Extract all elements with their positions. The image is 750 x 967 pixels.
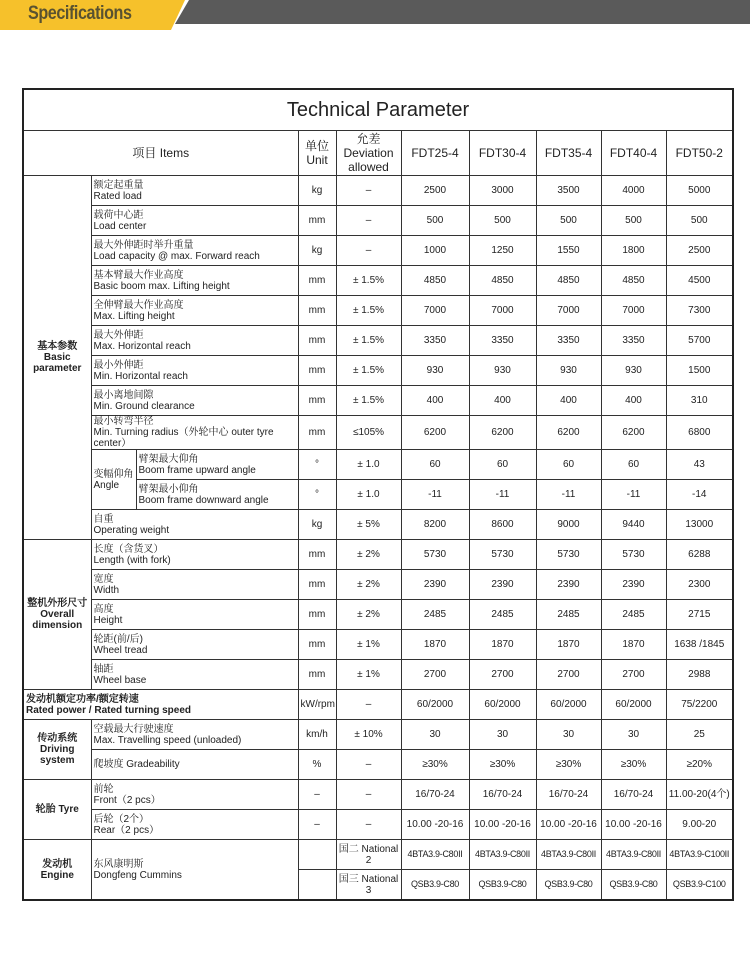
- unit-cn: 单位: [304, 139, 329, 153]
- item-label: [91, 296, 298, 326]
- table-row: [23, 780, 733, 810]
- value-cell: 6200: [401, 416, 469, 450]
- label-cn: 宽度: [93, 573, 114, 585]
- value-cell: -14: [666, 480, 733, 510]
- item-label: [91, 840, 298, 901]
- deviation-cell: ± 1.0: [336, 480, 401, 510]
- value-cell: QSB3.9-C100: [666, 870, 733, 901]
- value-cell: 500: [401, 206, 469, 236]
- value-cell: 5730: [469, 540, 536, 570]
- table-row: [23, 810, 733, 840]
- value-cell: 2700: [601, 660, 666, 690]
- deviation-cell: ± 1.0: [336, 450, 401, 480]
- section-banner: [0, 0, 750, 30]
- value-cell: 3350: [536, 326, 601, 356]
- label-en: Dongfeng Cummins: [93, 869, 182, 881]
- value-cell: 2485: [469, 600, 536, 630]
- value-cell: -11: [469, 480, 536, 510]
- label-cn: 传动系统: [37, 733, 78, 744]
- label-en: Max. Travelling speed (unloaded): [93, 734, 242, 746]
- value-cell: 1800: [601, 236, 666, 266]
- label-cn: 最小转弯半径: [93, 416, 154, 427]
- item-label: [91, 780, 298, 810]
- value-cell: 3500: [536, 176, 601, 206]
- item-label: [91, 720, 298, 750]
- value-cell: 30: [401, 720, 469, 750]
- value-cell: -11: [601, 480, 666, 510]
- value-cell: ≥30%: [601, 750, 666, 780]
- unit-cell: –: [298, 780, 336, 810]
- deviation-cell: ± 10%: [336, 720, 401, 750]
- value-cell: 6200: [536, 416, 601, 450]
- label-cn: 空载最大行驶速度: [93, 723, 174, 735]
- value-cell: 2390: [469, 570, 536, 600]
- value-cell: 2485: [601, 600, 666, 630]
- value-cell: 8200: [401, 510, 469, 540]
- unit-cell: mm: [298, 630, 336, 660]
- value-cell: 2500: [401, 176, 469, 206]
- value-cell: 6800: [666, 416, 733, 450]
- label-en: Length (with fork): [93, 554, 171, 566]
- value-cell: 6200: [469, 416, 536, 450]
- value-cell: 13000: [666, 510, 733, 540]
- label-en: Operating weight: [93, 524, 170, 536]
- unit-cell: kg: [298, 236, 336, 266]
- deviation-cell: 国三 National 3: [336, 870, 401, 901]
- item-label: [91, 510, 298, 540]
- value-cell: 10.00 -20-16: [601, 810, 666, 840]
- value-cell: 5700: [666, 326, 733, 356]
- value-cell: 7000: [536, 296, 601, 326]
- value-cell: 930: [536, 356, 601, 386]
- value-cell: 25: [666, 720, 733, 750]
- label-cn: 东风康明斯: [93, 858, 144, 870]
- label-cn: 臂架最小仰角: [138, 483, 199, 495]
- label-cn: 最大外伸距时举升重量: [93, 239, 194, 251]
- group-label: [23, 176, 91, 540]
- table-row: [23, 750, 733, 780]
- banner-gray: [175, 0, 750, 24]
- value-cell: 4850: [401, 266, 469, 296]
- value-cell: 60/2000: [601, 690, 666, 720]
- value-cell: QSB3.9-C80: [401, 870, 469, 901]
- table-row: [23, 660, 733, 690]
- value-cell: 310: [666, 386, 733, 416]
- dev-cn: 允差: [356, 132, 381, 146]
- label-en: Gradeability: [126, 759, 180, 770]
- item-label: [91, 236, 298, 266]
- value-cell: 16/70-24: [401, 780, 469, 810]
- unit-cell: mm: [298, 600, 336, 630]
- value-cell: 2988: [666, 660, 733, 690]
- label-en: Load capacity @ max. Forward reach: [93, 250, 260, 262]
- deviation-cell: –: [336, 176, 401, 206]
- label-cn: 臂架最大仰角: [138, 453, 199, 465]
- label-en: Boom frame downward angle: [138, 494, 269, 506]
- label-cn: 最小外伸距: [93, 359, 144, 371]
- item-label: [91, 206, 298, 236]
- group-label: [23, 780, 91, 840]
- deviation-cell: ± 1%: [336, 660, 401, 690]
- value-cell: 500: [536, 206, 601, 236]
- unit-cell: –: [298, 810, 336, 840]
- label-cn: 载荷中心距: [93, 209, 144, 221]
- table-row: [23, 510, 733, 540]
- value-cell: 400: [401, 386, 469, 416]
- header-model: FDT30-4: [469, 131, 536, 176]
- table-title: Technical Parameter: [23, 89, 733, 131]
- value-cell: 1550: [536, 236, 601, 266]
- value-cell: 9000: [536, 510, 601, 540]
- item-label: [91, 356, 298, 386]
- value-cell: 10.00 -20-16: [469, 810, 536, 840]
- value-cell: 30: [536, 720, 601, 750]
- value-cell: ≥30%: [536, 750, 601, 780]
- table-row: [23, 450, 733, 480]
- value-cell: 7300: [666, 296, 733, 326]
- value-cell: 7000: [401, 296, 469, 326]
- section-title: Specifications: [28, 3, 132, 24]
- value-cell: 6288: [666, 540, 733, 570]
- unit-cell: %: [298, 750, 336, 780]
- item-label: [91, 540, 298, 570]
- deviation-cell: 国二 National 2: [336, 840, 401, 870]
- unit-cell: mm: [298, 296, 336, 326]
- deviation-cell: ± 1%: [336, 630, 401, 660]
- value-cell: 1870: [469, 630, 536, 660]
- table-row: [23, 176, 733, 206]
- value-cell: 400: [601, 386, 666, 416]
- value-cell: 3350: [469, 326, 536, 356]
- item-label: [136, 450, 298, 480]
- value-cell: -11: [536, 480, 601, 510]
- label-en: Min. Horizontal reach: [93, 370, 188, 382]
- value-cell: 10.00 -20-16: [401, 810, 469, 840]
- label-en: Overall dimension: [32, 609, 83, 631]
- item-label: [91, 176, 298, 206]
- value-cell: 4000: [601, 176, 666, 206]
- deviation-cell: –: [336, 750, 401, 780]
- table-row: [23, 416, 733, 450]
- item-label: [91, 810, 298, 840]
- unit-cell: mm: [298, 540, 336, 570]
- value-cell: 11.00-20(4个): [666, 780, 733, 810]
- deviation-cell: ± 2%: [336, 570, 401, 600]
- group-label: [23, 540, 91, 690]
- table-row: [23, 326, 733, 356]
- value-cell: 2300: [666, 570, 733, 600]
- label-cn: 自重: [93, 513, 114, 525]
- label-cn: 发动机额定功率/额定转速: [26, 693, 139, 705]
- value-cell: 1500: [666, 356, 733, 386]
- header-model: FDT35-4: [536, 131, 601, 176]
- label-en: Rear（2 pcs）: [93, 824, 160, 836]
- value-cell: 60: [401, 450, 469, 480]
- table-row: [23, 570, 733, 600]
- value-cell: 6200: [601, 416, 666, 450]
- label-cn: 轴距: [93, 663, 114, 675]
- item-label: [91, 750, 298, 780]
- label-cn: 发动机: [42, 858, 73, 870]
- deviation-cell: ± 1.5%: [336, 326, 401, 356]
- label-en: Min. Turning radius（外轮中心 outer tyre center）: [93, 427, 274, 449]
- value-cell: 4BTA3.9-C80II: [601, 840, 666, 870]
- value-cell: 4BTA3.9-C100II: [666, 840, 733, 870]
- table-row: [23, 630, 733, 660]
- deviation-cell: ± 1.5%: [336, 296, 401, 326]
- value-cell: 5730: [536, 540, 601, 570]
- subgroup-label: [91, 450, 136, 510]
- deviation-cell: ± 1.5%: [336, 266, 401, 296]
- value-cell: 9.00-20: [666, 810, 733, 840]
- unit-cell: mm: [298, 206, 336, 236]
- deviation-cell: –: [336, 810, 401, 840]
- unit-cell: mm: [298, 660, 336, 690]
- item-label: [91, 630, 298, 660]
- label-en: Wheel tread: [93, 644, 148, 656]
- value-cell: 2485: [401, 600, 469, 630]
- value-cell: 60/2000: [469, 690, 536, 720]
- unit-en: Unit: [306, 153, 328, 167]
- value-cell: 2700: [469, 660, 536, 690]
- header-unit: [298, 131, 336, 176]
- value-cell: 2700: [401, 660, 469, 690]
- table-row: [23, 690, 733, 720]
- value-cell: 1870: [401, 630, 469, 660]
- label-en: Load center: [93, 220, 147, 232]
- value-cell: 3000: [469, 176, 536, 206]
- label-cn: 整机外形尺寸: [27, 598, 88, 609]
- table-row: [23, 386, 733, 416]
- value-cell: 30: [601, 720, 666, 750]
- value-cell: 3350: [401, 326, 469, 356]
- value-cell: 1870: [536, 630, 601, 660]
- value-cell: ≥30%: [401, 750, 469, 780]
- value-cell: 1250: [469, 236, 536, 266]
- label-cn: 全伸臂最大作业高度: [93, 299, 184, 311]
- value-cell: 1870: [601, 630, 666, 660]
- value-cell: 16/70-24: [469, 780, 536, 810]
- value-cell: 2390: [401, 570, 469, 600]
- value-cell: 2700: [536, 660, 601, 690]
- value-cell: 2390: [536, 570, 601, 600]
- value-cell: 60: [469, 450, 536, 480]
- value-cell: 4BTA3.9-C80II: [401, 840, 469, 870]
- value-cell: 4BTA3.9-C80II: [469, 840, 536, 870]
- value-cell: QSB3.9-C80: [536, 870, 601, 901]
- label-cn: 轮距(前/后): [93, 633, 143, 645]
- header-row: [23, 131, 733, 176]
- value-cell: 1000: [401, 236, 469, 266]
- label-en: Basic boom max. Lifting height: [93, 280, 230, 292]
- table-row: [23, 206, 733, 236]
- dev-en: Deviation allowed: [343, 146, 394, 174]
- value-cell: ≥30%: [469, 750, 536, 780]
- item-label: [91, 266, 298, 296]
- value-cell: 500: [601, 206, 666, 236]
- unit-cell: mm: [298, 326, 336, 356]
- group-label: [23, 840, 91, 901]
- label-cn: 最大外伸距: [93, 329, 144, 341]
- label-en: Angle: [93, 479, 120, 491]
- label-cn: 长度（含货叉）: [93, 543, 164, 555]
- value-cell: 5730: [401, 540, 469, 570]
- item-label: [91, 416, 298, 450]
- label-en: Rated load: [93, 190, 142, 202]
- unit-cell: [298, 840, 336, 870]
- deviation-cell: –: [336, 780, 401, 810]
- value-cell: 2715: [666, 600, 733, 630]
- value-cell: 75/2200: [666, 690, 733, 720]
- value-cell: 400: [469, 386, 536, 416]
- label-en: Front（2 pcs）: [93, 794, 161, 806]
- value-cell: 30: [469, 720, 536, 750]
- item-label: [136, 480, 298, 510]
- unit-cell: mm: [298, 356, 336, 386]
- label-cn: 基本臂最大作业高度: [93, 269, 184, 281]
- label-en: Max. Lifting height: [93, 310, 175, 322]
- value-cell: 9440: [601, 510, 666, 540]
- value-cell: 10.00 -20-16: [536, 810, 601, 840]
- value-cell: 7000: [601, 296, 666, 326]
- value-cell: 60/2000: [536, 690, 601, 720]
- unit-cell: kW/rpm: [298, 690, 336, 720]
- header-model: FDT25-4: [401, 131, 469, 176]
- item-label: [91, 600, 298, 630]
- unit-cell: mm: [298, 266, 336, 296]
- item-label: [91, 326, 298, 356]
- table-row: [23, 720, 733, 750]
- value-cell: 500: [666, 206, 733, 236]
- value-cell: 16/70-24: [601, 780, 666, 810]
- deviation-cell: –: [336, 236, 401, 266]
- unit-cell: mm: [298, 416, 336, 450]
- label-cn: 基本参数: [37, 341, 78, 352]
- deviation-cell: –: [336, 206, 401, 236]
- item-label: [23, 690, 298, 720]
- label-en: Rated power / Rated turning speed: [26, 704, 192, 716]
- item-label: [91, 570, 298, 600]
- deviation-cell: ± 1.5%: [336, 356, 401, 386]
- table-row: [23, 540, 733, 570]
- deviation-cell: ± 2%: [336, 540, 401, 570]
- value-cell: 4850: [601, 266, 666, 296]
- label-en: Height: [93, 614, 123, 626]
- value-cell: -11: [401, 480, 469, 510]
- item-label: [91, 386, 298, 416]
- value-cell: 5000: [666, 176, 733, 206]
- label-cn: 前轮: [93, 783, 114, 795]
- value-cell: 2485: [536, 600, 601, 630]
- label-en: Wheel base: [93, 674, 147, 686]
- table-row: [23, 236, 733, 266]
- unit-cell: kg: [298, 510, 336, 540]
- header-deviation: [336, 131, 401, 176]
- table-row: [23, 600, 733, 630]
- label-en: Boom frame upward angle: [138, 464, 256, 476]
- value-cell: 4BTA3.9-C80II: [536, 840, 601, 870]
- label-en: Tyre: [58, 804, 79, 815]
- deviation-cell: ± 1.5%: [336, 386, 401, 416]
- value-cell: 60/2000: [401, 690, 469, 720]
- label-en: Driving system: [40, 744, 75, 766]
- value-cell: 43: [666, 450, 733, 480]
- unit-cell: kg: [298, 176, 336, 206]
- value-cell: 930: [601, 356, 666, 386]
- unit-cell: [298, 870, 336, 901]
- table-row: [23, 266, 733, 296]
- label-en: Min. Ground clearance: [93, 400, 195, 412]
- unit-cell: °: [298, 450, 336, 480]
- value-cell: 4500: [666, 266, 733, 296]
- value-cell: 7000: [469, 296, 536, 326]
- value-cell: 16/70-24: [536, 780, 601, 810]
- unit-cell: km/h: [298, 720, 336, 750]
- deviation-cell: ± 2%: [336, 600, 401, 630]
- value-cell: 400: [536, 386, 601, 416]
- unit-cell: °: [298, 480, 336, 510]
- value-cell: 2500: [666, 236, 733, 266]
- deviation-cell: ≤105%: [336, 416, 401, 450]
- value-cell: QSB3.9-C80: [469, 870, 536, 901]
- spec-table: [22, 88, 734, 901]
- label-cn: 后轮（2个）: [93, 813, 150, 825]
- value-cell: 4850: [469, 266, 536, 296]
- deviation-cell: ± 5%: [336, 510, 401, 540]
- label-en: Max. Horizontal reach: [93, 340, 191, 352]
- value-cell: 60: [536, 450, 601, 480]
- table-row: [23, 356, 733, 386]
- value-cell: 60: [601, 450, 666, 480]
- header-model: FDT40-4: [601, 131, 666, 176]
- label-cn: 最小离地间隙: [93, 389, 154, 401]
- unit-cell: mm: [298, 386, 336, 416]
- item-label: [91, 660, 298, 690]
- label-cn: 变幅仰角: [93, 468, 134, 480]
- value-cell: 8600: [469, 510, 536, 540]
- value-cell: 2390: [601, 570, 666, 600]
- label-cn: 高度: [93, 603, 114, 615]
- label-cn: 额定起重量: [93, 179, 144, 191]
- deviation-cell: –: [336, 690, 401, 720]
- value-cell: 930: [401, 356, 469, 386]
- value-cell: ≥20%: [666, 750, 733, 780]
- value-cell: QSB3.9-C80: [601, 870, 666, 901]
- table-row: [23, 840, 733, 870]
- value-cell: 930: [469, 356, 536, 386]
- label-en: Basic parameter: [33, 352, 82, 374]
- value-cell: 1638 /1845: [666, 630, 733, 660]
- value-cell: 3350: [601, 326, 666, 356]
- label-cn: 轮胎: [35, 804, 56, 815]
- label-en: Engine: [40, 869, 74, 881]
- group-label: [23, 720, 91, 780]
- header-model: FDT50-2: [666, 131, 733, 176]
- label-cn: 爬坡度: [93, 759, 124, 770]
- value-cell: 500: [469, 206, 536, 236]
- label-en: Width: [93, 584, 120, 596]
- header-items: 项目 Items: [23, 131, 298, 176]
- value-cell: 5730: [601, 540, 666, 570]
- table-row: [23, 296, 733, 326]
- unit-cell: mm: [298, 570, 336, 600]
- value-cell: 4850: [536, 266, 601, 296]
